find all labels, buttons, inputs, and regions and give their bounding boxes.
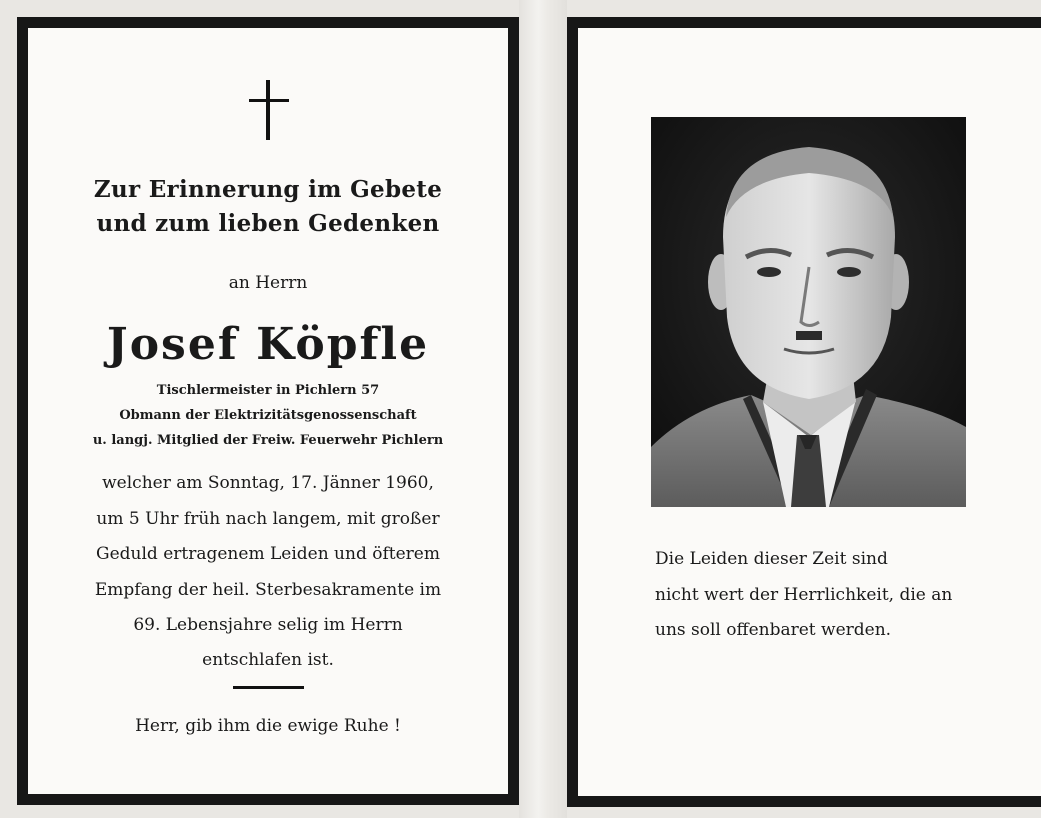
verse-line-3: uns soll offenbaret werden. bbox=[655, 620, 892, 640]
salutation: an Herrn bbox=[228, 273, 308, 293]
left-page-content bbox=[28, 28, 508, 794]
deceased-name: Josef Köpfle bbox=[106, 319, 430, 370]
card-fold bbox=[519, 0, 567, 818]
title-line-1: Tischlermeister in Pichlern 57 bbox=[156, 383, 380, 398]
portrait-photo-icon bbox=[651, 117, 966, 507]
title-line-2: Obmann der Elektrizitätsgenossenschaft bbox=[119, 408, 417, 423]
body-line-2: um 5 Uhr früh nach langem, mit großer bbox=[96, 509, 440, 529]
memorial-card-right-page bbox=[567, 17, 1041, 807]
section-divider bbox=[233, 686, 304, 689]
body-line-5: 69. Lebensjahre selig im Herrn bbox=[133, 615, 403, 635]
heading-line-1: Zur Erinnerung im Gebete bbox=[93, 176, 443, 203]
verse-line-2: nicht wert der Herrlichkeit, die an bbox=[655, 585, 953, 605]
body-line-4: Empfang der heil. Sterbesakramente im bbox=[94, 580, 442, 600]
memorial-card-left-page bbox=[17, 17, 519, 805]
body-line-3: Geduld ertragenem Leiden und öfterem bbox=[96, 544, 440, 564]
title-line-3: u. langj. Mitglied der Freiw. Feuerwehr Pichlern bbox=[92, 433, 444, 448]
verse-line-1: Die Leiden dieser Zeit sind bbox=[655, 549, 888, 569]
latin-cross-icon bbox=[249, 80, 289, 142]
heading-line-2: und zum lieben Gedenken bbox=[96, 210, 440, 237]
closing-prayer: Herr, gib ihm die ewige Ruhe ! bbox=[135, 716, 401, 736]
body-line-1: welcher am Sonntag, 17. Jänner 1960, bbox=[102, 473, 434, 493]
body-line-6: entschlafen ist. bbox=[202, 650, 334, 670]
